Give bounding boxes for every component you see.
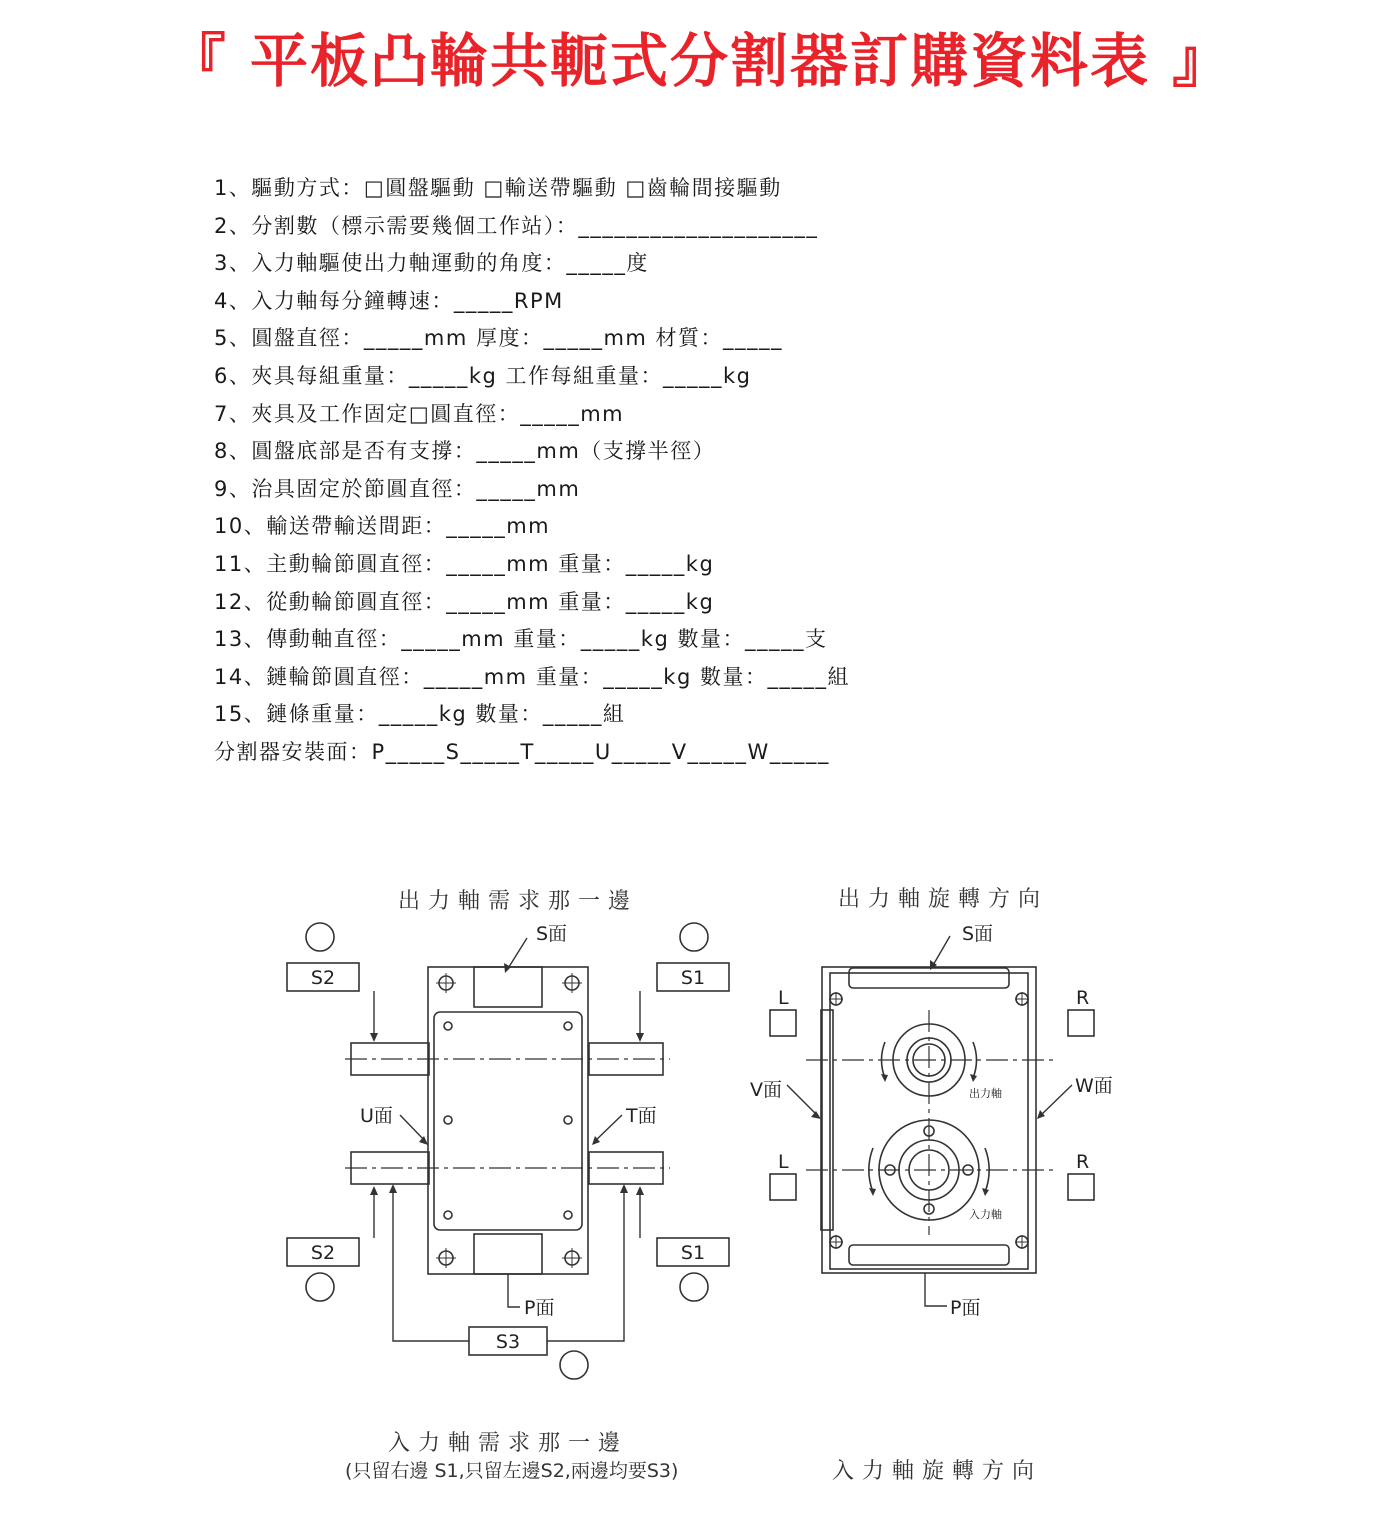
form-line-input-rpm: 4、入力軸每分鐘轉速：_____RPM — [214, 288, 564, 313]
label-r-top: R — [1076, 987, 1090, 1009]
right-caption-bottom: 入力軸旋轉方向 — [832, 1459, 1043, 1484]
form-line-chain: 15、鏈條重量：_____kg 數量：_____組 — [214, 702, 626, 727]
label-face-u: U面 — [360, 1105, 393, 1127]
box-r-bottom — [1068, 1174, 1094, 1200]
label-right-face-s: S面 — [962, 923, 994, 945]
diagrams — [0, 860, 1400, 1526]
box-r-top — [1068, 1010, 1094, 1036]
label-face-s: S面 — [536, 923, 568, 945]
label-r-bottom: R — [1076, 1151, 1090, 1173]
label-l-top: L — [778, 987, 789, 1009]
form-line-division-count: 2、分割數（標示需要幾個工作站）：____________________ — [214, 213, 819, 238]
form-line-drive-shaft: 13、傳動軸直徑：_____mm 重量：_____kg 數量：_____支 — [214, 627, 828, 652]
label-output-shaft: 出力軸 — [969, 1087, 1002, 1100]
label-face-t: T面 — [626, 1105, 657, 1127]
label-l-bottom: L — [778, 1151, 789, 1173]
order-form — [214, 170, 1114, 772]
top-rail — [849, 968, 1009, 988]
label-s2-bottom: S2 — [310, 1242, 336, 1264]
label-s1-bottom: S1 — [680, 1242, 706, 1264]
page-title: 『 平板凸輪共軛式分割器訂購資料表 』 — [167, 27, 1233, 95]
right-diagram — [0, 860, 1400, 1420]
form-line-disc-spec: 5、圓盤直徑：_____mm 厚度：_____mm 材質：_____ — [214, 326, 784, 351]
form-line-drive-wheel: 11、主動輪節圓直徑：_____mm 重量：_____kg — [214, 551, 715, 576]
label-right-face-p: P面 — [950, 1297, 981, 1319]
right-caption-top: 出力軸旋轉方向 — [838, 887, 1049, 912]
form-line-conveyor-pitch: 10、輸送帶輸送間距：_____mm — [214, 514, 551, 539]
form-line-mount-face: 分割器安裝面：P_____S_____T_____U_____V_____W_____ — [214, 739, 830, 764]
label-input-shaft: 入力軸 — [969, 1208, 1002, 1221]
form-line-drive-mode: 1、驅動方式：□圓盤驅動 □輸送帶驅動 □齒輪間接驅動 — [214, 176, 782, 200]
box-l-bottom — [770, 1174, 796, 1200]
form-line-fixture-weight: 6、夾具每組重量：_____kg 工作每組重量：_____kg — [214, 363, 752, 388]
bottom-rail — [849, 1245, 1009, 1265]
label-s1-top: S1 — [680, 967, 706, 989]
label-s2-top: S2 — [310, 967, 336, 989]
label-s3: S3 — [495, 1331, 521, 1353]
left-caption-bottom: 入力軸需求那一邊 — [388, 1431, 629, 1456]
box-l-top — [770, 1010, 796, 1036]
form-line-sprocket: 14、鏈輪節圓直徑：_____mm 重量：_____kg 數量：_____組 — [214, 664, 850, 689]
label-face-w: W面 — [1075, 1075, 1113, 1097]
label-face-p: P面 — [524, 1297, 555, 1319]
left-caption-top: 出力軸需求那一邊 — [398, 889, 639, 914]
form-line-fixture-diameter: 7、夾具及工作固定□圓直徑：_____mm — [214, 401, 625, 426]
form-line-input-angle: 3、入力軸驅使出力軸運動的角度：_____度 — [214, 251, 649, 276]
form-line-jig-pitch: 9、治具固定於節圓直徑：_____mm — [214, 476, 581, 501]
label-face-v: V面 — [750, 1079, 782, 1101]
left-caption-note: (只留右邊 S1,只留左邊S2,兩邊均要S3) — [345, 1460, 679, 1482]
form-line-disc-support: 8、圓盤底部是否有支撐：_____mm（支撐半徑） — [214, 439, 716, 464]
form-line-driven-wheel: 12、從動輪節圓直徑：_____mm 重量：_____kg — [214, 589, 715, 614]
